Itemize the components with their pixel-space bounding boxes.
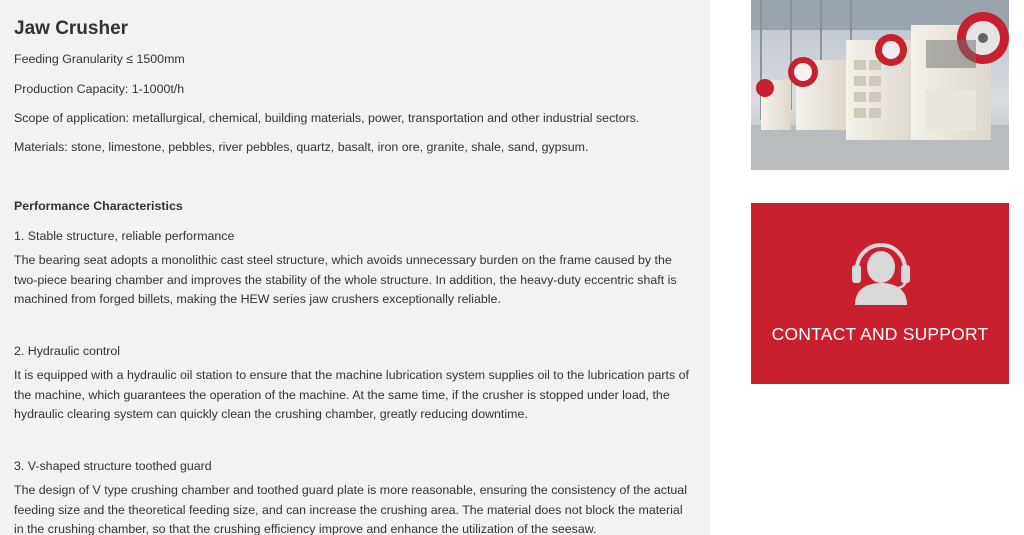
feature-body: It is equipped with a hydraulic oil station to ensure that the machine lubrication system supplies oil to the lubrication parts of the machine, which guarantees the operation of the machine. At the same time, if the crusher is stopped under load, the hydraulic clearing system can quickly clean the crushing chamber, greatly reducing downtime. [14, 368, 689, 421]
spec-feeding-granularity: Feeding Granularity ≤ 1500mm [14, 52, 185, 66]
feature-body: The design of V type crushing chamber and toothed guard plate is more reasonable, ensuring the consistency of the actual feeding size and the theoretical feeding size, and can increase the crushing area. The material does not block the material in the crushing chamber, so that the crushing efficiency improve and enhance the utilization of the seesaw. [14, 483, 687, 535]
product-title: Jaw Crusher [14, 18, 129, 39]
feature-title: 3. V-shaped structure toothed guard [14, 459, 212, 473]
contact-and-support-label: CONTACT AND SUPPORT [771, 324, 989, 344]
feature-title: 2. Hydraulic control [14, 344, 121, 358]
contact-and-support-button[interactable] [751, 203, 1009, 384]
performance-heading: Performance Characteristics [14, 199, 183, 213]
jaw-crusher-product-image [751, 0, 1009, 170]
feature-body: The bearing seat adopts a monolithic cast steel structure, which avoids unnecessary burden on the frame caused by the two-piece bearing chamber and improves the stability of the whole structure. In addition, the heavy-duty eccentric shaft is machined from forged billets, making the HEW series jaw crushers exceptionally reliable. [14, 253, 677, 306]
headset-support-icon [849, 239, 913, 305]
spec-materials: Materials: stone, limestone, pebbles, river pebbles, quartz, basalt, iron ore, granite, shale, sand, gypsum. [14, 140, 589, 154]
spec-scope-of-application: Scope of application: metallurgical, chemical, building materials, power, transportation and other industrial sectors. [14, 111, 640, 125]
spec-production-capacity: Production Capacity: 1-1000t/h [14, 82, 185, 96]
feature-title: 1. Stable structure, reliable performance [14, 229, 235, 243]
